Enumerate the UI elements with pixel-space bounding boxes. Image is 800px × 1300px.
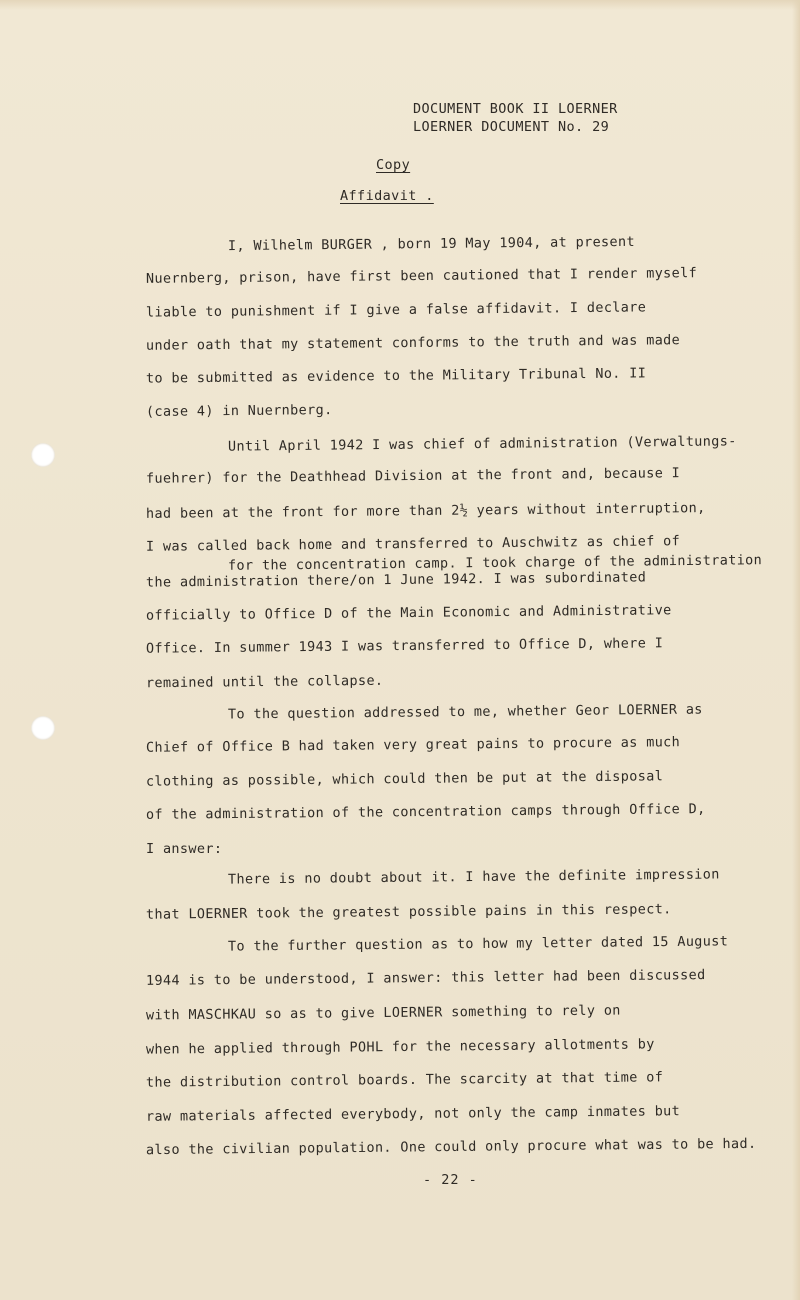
body-line: 1944 is to be understood, I answer: this letter had been discussed — [145, 967, 706, 989]
paper-edge-top — [0, 0, 800, 10]
body-line: of the administration of the concentration camps through Office D, — [145, 801, 706, 823]
body-line: also the civilian population. One could only procure what was to be had. — [145, 1135, 757, 1159]
body-line: (case 4) in Nuernberg. — [145, 402, 333, 420]
body-line: had been at the front for more than 2½ years without interruption, — [145, 500, 706, 522]
body-line: I answer: — [146, 841, 223, 857]
body-line: To the further question as to how my letter dated 15 August — [227, 933, 729, 955]
body-line: remained until the collapse. — [145, 672, 384, 692]
body-line: There is no doubt about it. I have the definite impression — [227, 866, 720, 888]
document-book-header: DOCUMENT BOOK II LOERNER — [413, 101, 618, 117]
body-line: that LOERNER took the greatest possible pains in this respect. — [145, 901, 672, 923]
punch-hole-upper — [31, 443, 55, 467]
body-line: Office. In summer 1943 I was transferred to Office D, where I — [145, 635, 664, 657]
body-line: I was called back home and transferred to Auschwitz as chief of — [145, 533, 681, 555]
body-line: fuehrer) for the Deathhead Division at the front and, because I — [145, 465, 681, 487]
body-line: when he applied through POHL for the necessary allotments by — [145, 1036, 655, 1058]
body-line: the distribution control boards. The scarcity at that time of — [145, 1069, 664, 1091]
document-number-header: LOERNER DOCUMENT No. 29 — [413, 119, 610, 135]
body-line: with MASCHKAU so as to give LOERNER something to rely on — [145, 1002, 621, 1024]
body-line: Chief of Office B had taken very great pains to procure as much — [145, 734, 681, 756]
body-line: for the concentration camp. I took charge of the administration — [227, 552, 763, 574]
page-number: - 22 - — [423, 1172, 478, 1188]
body-line: under oath that my statement conforms to the truth and was made — [145, 332, 681, 354]
body-line: To the question addressed to me, whether Geor LOERNER as — [227, 701, 703, 723]
affidavit-title: Affidavit . — [340, 188, 434, 204]
punch-hole-lower — [31, 716, 55, 740]
body-line: I, Wilhelm BURGER , born 19 May 1904, at present — [227, 233, 636, 255]
paper-edge-right — [792, 0, 800, 1300]
body-line: the administration there/on 1 June 1942. I was subordinated — [145, 569, 647, 591]
body-line: to be submitted as evidence to the Military Tribunal No. II — [145, 365, 647, 387]
copy-label: Copy — [376, 157, 411, 173]
body-line: Until April 1942 I was chief of administration (Verwaltungs- — [227, 433, 737, 455]
body-line: raw materials affected everybody, not only the camp inmates but — [145, 1103, 681, 1125]
body-line: Nuernberg, prison, have first been cautioned that I render myself — [145, 265, 698, 287]
body-line: clothing as possible, which could then be put at the disposal — [145, 768, 664, 790]
body-line: liable to punishment if I give a false affidavit. I declare — [145, 299, 647, 321]
body-line: officially to Office D of the Main Economic and Administrative — [145, 602, 672, 624]
